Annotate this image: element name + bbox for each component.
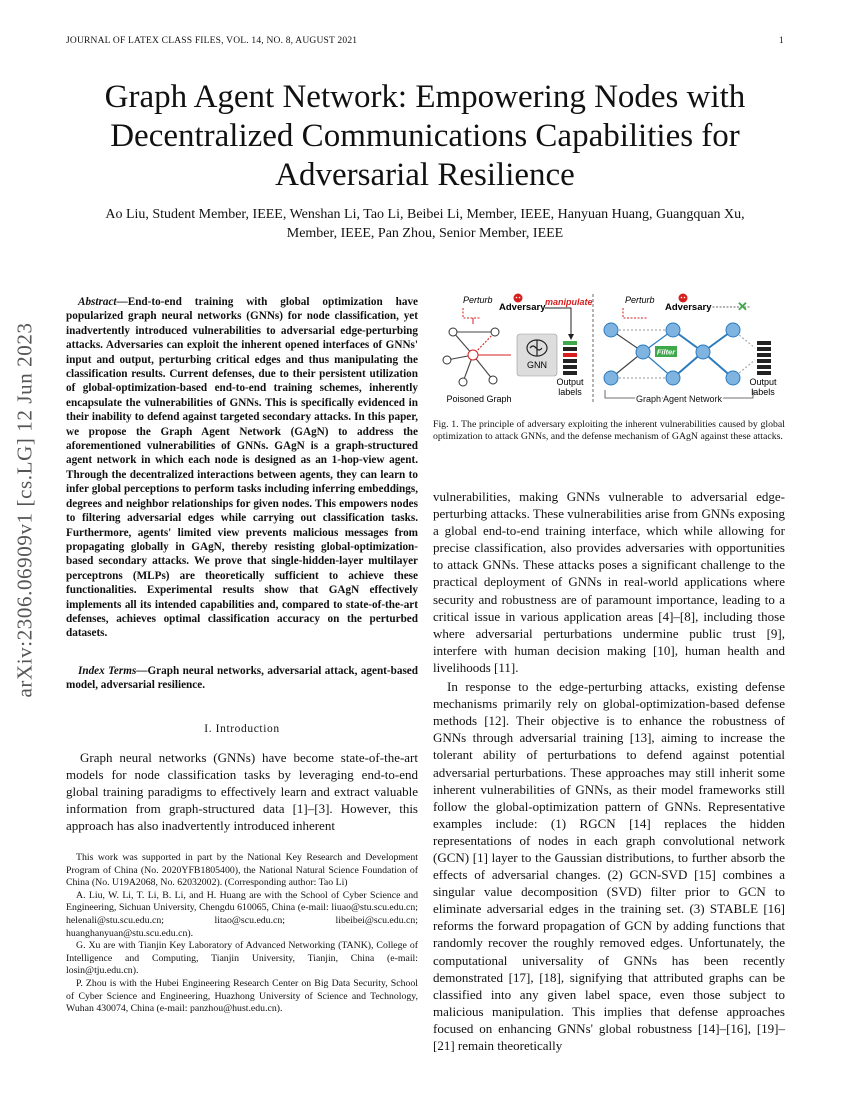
manipulate-arrowhead [568,334,574,340]
output-slots-left [563,341,577,375]
abstract [66,295,418,641]
author-list: Ao Liu, Student Member, IEEE, Wenshan Li, Tao Li, Beibei Li, Member, IEEE, Hanyuan Huang, Guangquan Xu, Member, IEEE, Pan Zhou, Senior Member, IEEE [105,207,745,241]
footnotes [66,852,418,1016]
figure-1-diagram [433,290,785,410]
page-number: 1 [779,36,784,46]
section-heading: I. Introduction [204,723,280,735]
perturb-arrow-right [623,308,648,318]
abstract-label: Abstract [78,296,117,308]
poisoned-graph-label: Poisoned Graph [446,394,512,404]
perturb-arrow-left [463,308,481,318]
paragraph-vulnerabilities: vulnerabilities, making GNNs vulnerable to adversarial edge-perturbing attacks. These vulnerabilities arise from GNNs exposing a global end-to-end training interface, which while allowing for precise classification, also provides adversaries with opportunities to attack GNNs. These attacks poses a significant challenge to the practical deployment of GNNs in real-world applications where security and robustness are of paramount importance, leading to a critical issue in various application areas [4]–[8], including those where adversarial perturbations undermine public trust [9], interfere with human decision making [10], human health and livelihoods [11]. [433,489,785,675]
paper-title: Graph Agent Network: Empowering Nodes with Decentralized Communications Capabilities for Adversarial Resilience [104,79,746,193]
output-labels-right-line2: labels [751,387,775,397]
blocked-x-icon: ✕ [737,299,748,314]
footnote-affiliation-2: G. Xu are with Tianjin Key Laboratory of Advanced Networking (TANK), College of Intelligence and Computing, Tianjin University, Tianjin, China (e-mail: losin@tju.edu.cn). [66,940,418,977]
index-terms [66,664,418,693]
index-terms-body: —Graph neural networks, adversarial attack, agent-based model, adversarial resilience. [66,665,418,692]
journal-name: JOURNAL OF LATEX CLASS FILES, VOL. 14, NO. 8, AUGUST 2021 [66,36,358,46]
footnote-affiliation-1: A. Liu, W. Li, T. Li, B. Li, and H. Huang are with the School of Cyber Science and Engineering, Sichuan University, Chengdu 610065, China (e-mail: liuao@stu.scu.edu.cn; helenali@stu.scu.edu.cn; litao@scu.edu.cn; libeibei@scu.edu.cn; huanghanyuan@stu.scu.edu.cn). [66,889,418,939]
gnn-label: GNN [527,360,547,370]
manipulate-arrow [545,308,571,338]
footnote-affiliation-3: P. Zhou is with the Hubei Engineering Research Center on Big Data Security, School of Cyber Science and Engineering, Huazhong University of Science and Technology, Wuhan 430074, China (e-mail: panzhou@hust.edu.cn). [66,977,418,1015]
filter-label: Filter [656,347,676,357]
paragraph-defenses: In response to the edge-perturbing attacks, existing defense mechanisms primarily rely on global-optimization-based defense methods [12]. Their objective is to enhance the robustness of GNNs through adversarial training [13], aiming to increase the tolerant ability of perturbations to defend against potential adversarial perturbations. These approaches may still inherit some inherent vulnerabilities of GNNs, as their model frameworks still follow the global-optimization pattern of GNNs. Representative examples include: (1) RGCN [14] replaces the hidden representations of nodes in each graph convolutional network (GCN) [1] layer to the Gaussian distributions, to further absorb the effects of adversarial changes. (2) GCN-SVD [15] combines a singular value decomposition (SVD) filter prior to GCN to eliminate adversarial edges in the training set. (3) STABLE [16] reforms the forward propagation of GCN by adding functions that randomly recover the roughly removed edges. Unfortunately, the computational universality of GNNs has been recently demonstrated [17], [18], signifying that attributed graphs can be classified into any given label space, even those subject to malicious manipulation. This implies that defense approaches focused on enhancing GNNs' global robustness [14]–[16], [19]–[21] remain theoretically [433,679,785,1053]
output-labels-left-line2: labels [558,387,582,397]
running-header [66,36,784,46]
right-column-text [433,488,785,1054]
output-slots-right [757,341,771,375]
perturb-label-left: Perturb [463,295,493,305]
index-terms-label: Index Terms [78,665,137,677]
perturb-label-right: Perturb [625,295,655,305]
adversary-label-right: Adversary [665,302,712,313]
adversary-label-left: Adversary [499,302,546,313]
intro-paragraph: Graph neural networks (GNNs) have become state-of-the-art models for node classification tasks by leveraging end-to-end global training paradigms to effectively learn and extract valuable information from graph-structured data [1]–[3]. However, this approach has also inadvertently introduced inherent [66,750,418,834]
figure-1 [433,290,785,410]
figure-caption: Fig. 1. The principle of adversary exploiting the inherent vulnerabilities caused by global optimization to attack GNNs, and the defense mechanism of GAgN against these attacks. [433,419,785,443]
arxiv-identifier: arXiv:2306.06909v1 [cs.LG] 12 Jun 2023 [12,322,37,698]
footnote-funding: This work was supported in part by the National Key Research and Development Program of China (No. 2020YFB1805400), the National Natural Science Foundation of China (No. U19A2068, No. 62032002). (Corresponding author: Tao Li) [66,852,418,889]
arxiv-stamp [0,300,50,720]
manipulate-label: manipulate [545,297,593,307]
output-labels-left-line1: Output [556,377,584,387]
output-labels-right-line1: Output [749,377,777,387]
graph-agent-network-label: Graph Agent Network [635,394,723,404]
poisoned-graph [447,332,511,382]
abstract-body: —End-to-end training with global optimization have popularized graph neural networks (GNNs) for node classification, yet inadvertently introduced vulnerabilities to adversarial edge-perturbing attacks. Adversaries can exploit the inherent opened interfaces of GNNs' input and output, perturbing critical edges and thus manipulating the classification results. Current defenses, due to their persistent utilization of global-optimization-based end-to-end training schemes, inherently encapsulate the vulnerabilities of GNNs. This is specifically evidenced in their inability to defend against targeted secondary attacks. In this paper, we propose the Graph Agent Network (GAgN) to address the aforementioned vulnerabilities of GNNs. GAgN is a graph-structured agent network in which each node is designed as an 1-hop-view agent. Through the decentralized interactions between agents, they can learn to infer global perceptions to perform tasks including inferring embeddings, degrees and neighbor relationships for given nodes. This empowers nodes to filtering adversarial edges while carrying out classification tasks. Furthermore, agents' limited view prevents malicious messages from propagating globally in GAgN, thereby resisting global-optimization-based secondary attacks. We prove that single-hidden-layer multilayer perceptrons (MLPs) are theoretically sufficient to achieve these functionalities. Experimental results show that GAgN effectively implements all its intended capabilities and, compared to state-of-the-art defenses, achieves optimal classification accuracy on the perturbed datasets. [66,296,418,640]
